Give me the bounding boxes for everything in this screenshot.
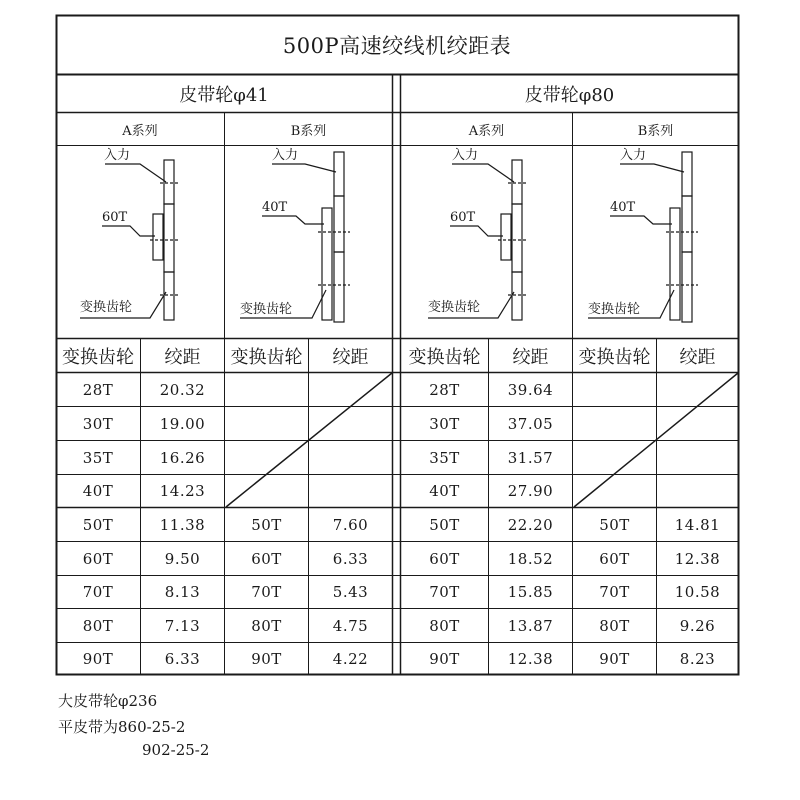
diagram-label-input: 入力 xyxy=(272,148,299,163)
group-header-pulley-80: 皮带轮φ80 xyxy=(524,85,615,106)
cell-gear: 28T xyxy=(429,381,460,399)
change-gear-shape xyxy=(512,272,522,320)
cell-gear-b80: 90T xyxy=(599,650,630,668)
cell-gear-b80: 50T xyxy=(599,516,630,534)
column-header-pitch: 绞距 xyxy=(512,347,549,368)
cell-pitch-a80: 15.85 xyxy=(507,583,554,601)
shaft-gear-shape xyxy=(164,204,174,272)
gear-diagram-a-left xyxy=(80,160,180,320)
cell-gear-b41: 80T xyxy=(251,617,282,635)
note-flat-belt: 平皮带为860-25-2 xyxy=(58,718,186,736)
cell-pitch-a80: 22.20 xyxy=(507,516,554,534)
cell-gear: 30T xyxy=(429,415,460,433)
diagram-label-input: 入力 xyxy=(452,148,479,163)
cell-pitch-b41: 4.75 xyxy=(332,617,369,635)
60t-gear-shape xyxy=(153,214,163,260)
cell-gear-b80: 80T xyxy=(599,617,630,635)
cell-gear: 90T xyxy=(429,650,460,668)
change-gear-shape xyxy=(164,272,174,320)
cell-pitch-a41: 9.50 xyxy=(164,550,201,568)
diagram-label-input: 入力 xyxy=(104,148,131,163)
diagram-label-change-gear: 变换齿轮 xyxy=(240,302,293,317)
cell-gear: 30T xyxy=(82,415,114,433)
cell-pitch-a41: 20.32 xyxy=(159,381,206,399)
cell-pitch-a41: 7.13 xyxy=(164,617,201,635)
cell-gear: 70T xyxy=(429,583,460,601)
cell-pitch-b80: 12.38 xyxy=(674,550,721,568)
change-gear-shape xyxy=(334,252,344,322)
cell-gear-b41: 90T xyxy=(251,650,282,668)
gear-diagram-b-left xyxy=(240,152,350,322)
cell-pitch-b41: 7.60 xyxy=(332,516,369,534)
diagram-label-input: 入力 xyxy=(620,148,647,163)
cell-pitch-b41: 6.33 xyxy=(332,550,369,568)
cell-gear-b80: 60T xyxy=(599,550,630,568)
input-gear-shape xyxy=(682,152,692,196)
gear-diagram-b-right xyxy=(588,152,698,322)
series-a-label: A系列 xyxy=(122,123,158,139)
page-title: 500P高速绞线机绞距表 xyxy=(282,34,512,58)
column-header-gear: 变换齿轮 xyxy=(408,347,481,368)
cell-pitch-a80: 37.05 xyxy=(507,415,554,433)
cell-gear: 90T xyxy=(82,650,114,668)
shaft-gear-shape xyxy=(334,196,344,252)
cell-gear: 35T xyxy=(429,449,460,467)
note-flat-belt-alt: 902-25-2 xyxy=(142,741,210,759)
cell-pitch-b80: 9.26 xyxy=(679,617,716,635)
cell-gear: 80T xyxy=(82,617,114,635)
cell-gear: 40T xyxy=(429,482,460,500)
40t-gear-shape xyxy=(322,208,332,320)
shaft-gear-shape xyxy=(682,196,692,252)
column-header-pitch: 绞距 xyxy=(164,347,201,368)
cell-pitch-a80: 12.38 xyxy=(507,650,554,668)
cell-pitch-b41: 5.43 xyxy=(332,583,369,601)
cell-pitch-a80: 39.64 xyxy=(507,381,554,399)
cell-pitch-b41: 4.22 xyxy=(332,650,369,668)
cell-pitch-a41: 6.33 xyxy=(164,650,201,668)
cell-pitch-a41: 19.00 xyxy=(159,415,206,433)
cell-pitch-a80: 27.90 xyxy=(507,482,554,500)
group-header-pulley-41: 皮带轮φ41 xyxy=(179,85,269,106)
column-header-gear: 变换齿轮 xyxy=(578,347,651,368)
cell-pitch-b80: 14.81 xyxy=(674,516,721,534)
cell-gear: 70T xyxy=(82,583,114,601)
column-header-gear: 变换齿轮 xyxy=(230,347,303,368)
shaft-gear-shape xyxy=(512,204,522,272)
cell-gear: 40T xyxy=(82,482,114,500)
cell-pitch-b80: 10.58 xyxy=(674,583,721,601)
cell-gear: 35T xyxy=(82,449,114,467)
cell-pitch-a80: 13.87 xyxy=(507,617,554,635)
cell-pitch-a80: 18.52 xyxy=(507,550,554,568)
cell-pitch-a41: 8.13 xyxy=(164,583,201,601)
cell-gear-b41: 70T xyxy=(251,583,282,601)
series-b-label: B系列 xyxy=(637,123,674,139)
diagram-label-60t: 60T xyxy=(450,210,476,225)
cell-gear: 60T xyxy=(429,550,460,568)
diagram-label-change-gear: 变换齿轮 xyxy=(588,302,641,317)
cell-pitch-a41: 16.26 xyxy=(159,449,206,467)
diagram-label-change-gear: 变换齿轮 xyxy=(80,300,133,315)
input-gear-shape xyxy=(334,152,344,196)
note-big-pulley: 大皮带轮φ236 xyxy=(58,692,158,710)
cell-pitch-a41: 11.38 xyxy=(159,516,206,534)
cell-pitch-a80: 31.57 xyxy=(507,449,554,467)
cell-gear: 80T xyxy=(429,617,460,635)
diagram-label-40t: 40T xyxy=(262,200,288,215)
cell-pitch-b80: 8.23 xyxy=(679,650,716,668)
cell-gear-b41: 60T xyxy=(251,550,282,568)
series-a-label: A系列 xyxy=(468,123,505,139)
diagram-label-change-gear: 变换齿轮 xyxy=(428,300,481,315)
cell-gear-b41: 50T xyxy=(251,516,282,534)
column-header-gear: 变换齿轮 xyxy=(62,347,134,368)
series-b-label: B系列 xyxy=(290,123,327,139)
gear-diagram-a-right xyxy=(428,160,528,320)
column-header-pitch: 绞距 xyxy=(332,347,369,368)
cell-gear: 50T xyxy=(82,516,114,534)
diagram-label-60t: 60T xyxy=(102,210,128,225)
cell-gear: 50T xyxy=(429,516,460,534)
diagram-label-40t: 40T xyxy=(610,200,636,215)
cell-gear-b80: 70T xyxy=(599,583,630,601)
cell-gear: 60T xyxy=(82,550,114,568)
40t-gear-shape xyxy=(670,208,680,320)
change-gear-shape xyxy=(682,252,692,322)
60t-gear-shape xyxy=(501,214,511,260)
cell-pitch-a41: 14.23 xyxy=(159,482,206,500)
column-header-pitch: 绞距 xyxy=(679,347,716,368)
cell-gear: 28T xyxy=(82,381,114,399)
